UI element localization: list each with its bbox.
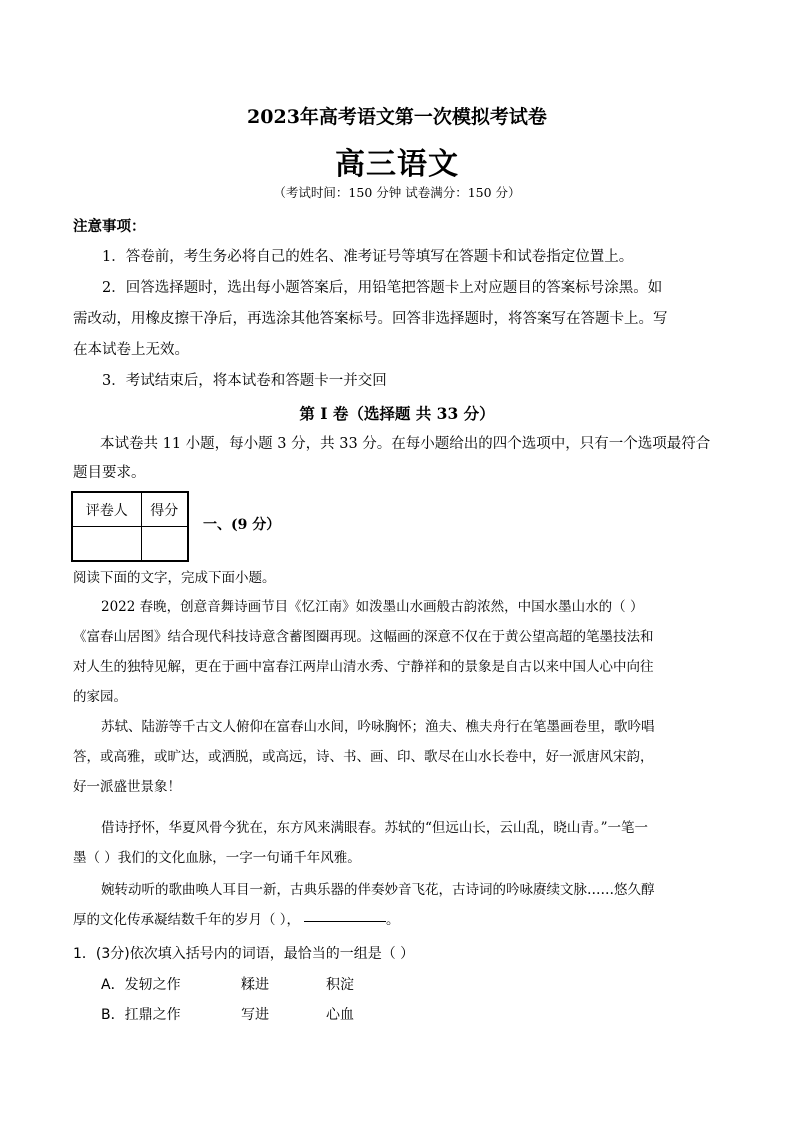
note-item-1: 1．答卷前，考生务必将自己的姓名、准考证号等填写在答题卡和试卷指定位置上。 <box>102 249 634 265</box>
section1-instruction: 阅读下面的文字，完成下面小题。 <box>73 570 276 586</box>
score-header: 得分 <box>141 492 188 527</box>
part1-title: 第 I 卷（选择题 共 33 分） <box>299 404 495 423</box>
scorer-table <box>71 491 189 562</box>
question1-option-a-word2: 糅进 <box>241 977 269 993</box>
answer-blank <box>304 920 386 922</box>
question1-option-b-label: B．扛鼎之作 <box>101 1007 181 1023</box>
passage-p3-line-1: 借诗抒怀，华夏风骨今犹在，东方风来满眼春。苏轼的“但远山长，云山乱，晓山青。”一笔一 <box>101 820 649 836</box>
passage-p2-line-2: 答，或高雅，或旷达，或洒脱，或高远，诗、书、画、印、歌尽在山水长卷中，好一派唐风宋韵， <box>73 749 654 765</box>
question1-option-b-word3: 心血 <box>326 1007 354 1023</box>
scorer-header: 评卷人 <box>72 492 141 527</box>
passage-p1-line-1: 2022 春晚，创意音舞诗画节目《忆江南》如泼墨山水画般古韵浓然，中国水墨山水的（ ） <box>101 599 644 615</box>
passage-p1-line-4: 的家园。 <box>73 689 127 705</box>
note-item-2-line-3: 在本试卷上无效。 <box>73 342 189 358</box>
subject-title: 高三语文 <box>335 147 459 182</box>
passage-p1-line-2: 《富春山居图》结合现代科技诗意含蓄图圈再现。这幅画的深意不仅在于黄公望高超的笔墨技法和 <box>73 629 654 645</box>
score-cell <box>141 527 188 562</box>
passage-p1-line-3: 对人生的独特见解，更在于画中富春江两岸山清水秀、宁静祥和的景象是自古以来中国人心中向往 <box>73 659 654 675</box>
section1-label: 一、(9 分） <box>203 517 281 533</box>
question1-stem: 1．(3分)依次填入括号内的词语，最恰当的一组是（ ） <box>73 946 415 962</box>
part1-intro-line-1: 本试卷共 11 小题，每小题 3 分，共 33 分。在每小题给出的四个选项中，只有一个选项最符合 <box>100 436 711 452</box>
question1-option-a-word3: 积淀 <box>326 977 354 993</box>
note-item-2-line-1: 2．回答选择题时，选出每小题答案后，用铅笔把答题卡上对应题目的答案标号涂黑。如 <box>102 280 663 296</box>
note-item-3: 3．考试结束后，将本试卷和答题卡一并交回 <box>102 373 387 389</box>
passage-p4-line-1: 婉转动听的歌曲唤人耳目一新，古典乐器的伴奏妙音飞花，古诗词的吟咏赓续文脉……悠久醇 <box>101 882 655 898</box>
part1-intro-line-2: 题目要求。 <box>73 465 146 481</box>
scorer-cell <box>72 527 141 562</box>
passage-p2-line-1: 苏轼、陆游等千古文人俯仰在富春山水间，吟咏胸怀；渔夫、樵夫舟行在笔墨画卷里，歌吟唱 <box>101 719 655 735</box>
passage-p4-line-2-end: 。 <box>386 912 400 928</box>
notes-heading: 注意事项： <box>73 218 146 235</box>
passage-p3-line-2: 墨（ ）我们的文化血脉，一字一句诵千年风雅。 <box>73 850 361 866</box>
question1-option-a-label: A．发轫之作 <box>101 977 181 993</box>
passage-p4-line-2-text: 厚的文化传承凝结数千年的岁月（ ）， <box>73 912 301 928</box>
passage-p4-line-2 <box>73 907 400 933</box>
note-item-2-line-2: 需改动，用橡皮擦干净后，再选涂其他答案标号。回答非选择题时，将答案写在答题卡上。写 <box>73 311 668 327</box>
exam-info: （考试时间：150 分钟 试卷满分：150 分） <box>273 185 521 200</box>
exam-title: 2023年高考语文第一次模拟考试卷 <box>247 106 547 128</box>
question1-option-b-word2: 写进 <box>241 1007 269 1023</box>
passage-p2-line-3: 好一派盛世景象！ <box>73 779 181 795</box>
